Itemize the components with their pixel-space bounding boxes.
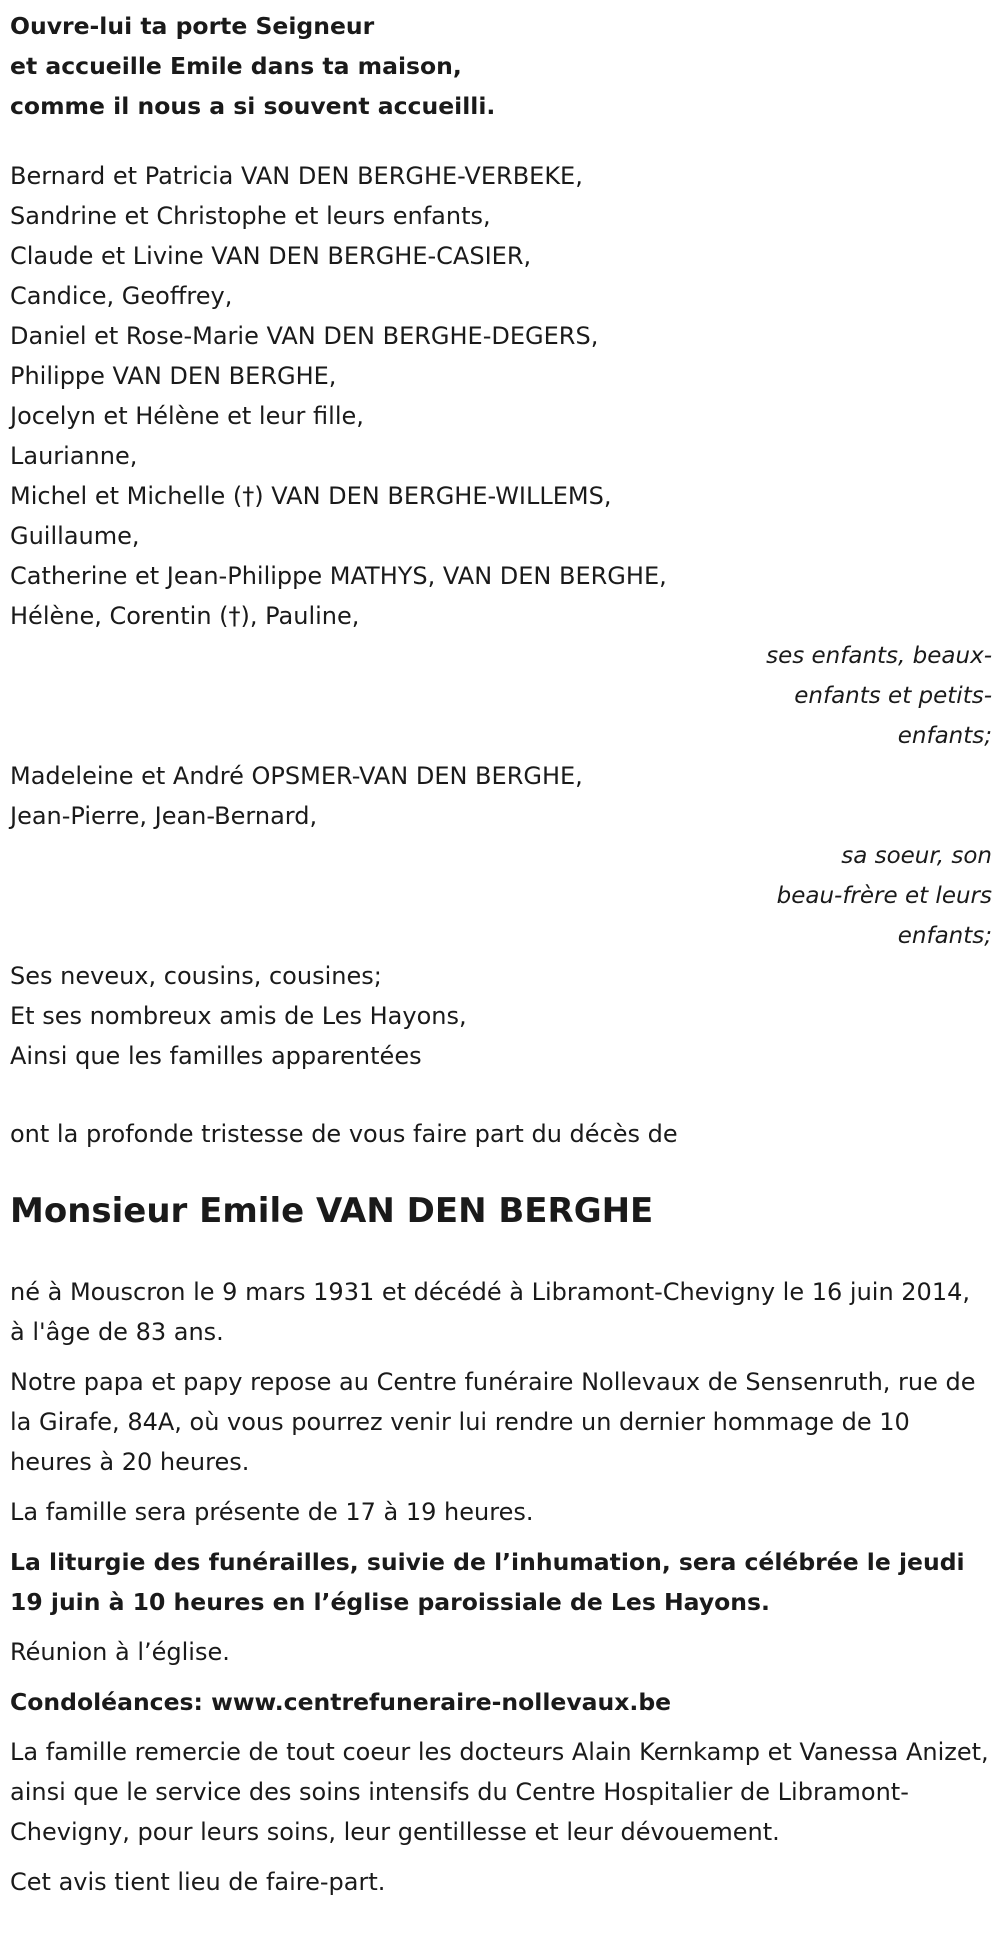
family-line: Jocelyn et Hélène et leur fille, (10, 402, 364, 430)
others-line: Ses neveux, cousins, cousines; (10, 962, 382, 990)
repose-paragraph: Notre papa et papy repose au Centre funéraire Nollevaux de Sensenruth, rue de la Girafe, 84A, où vous pourrez venir lui rendre un dernier hommage de 10 heures à 20 heures. (10, 1368, 976, 1476)
family-line: Michel et Michelle (†) VAN DEN BERGHE-WILLEMS, (10, 482, 612, 510)
relation-label: beau-frère et leurs (776, 883, 992, 909)
relation-label: sa soeur, son (841, 843, 992, 869)
family-line: Laurianne, (10, 442, 138, 470)
family-line: Sandrine et Christophe et leurs enfants, (10, 202, 491, 230)
relation-label: ses enfants, beaux- (766, 643, 992, 669)
condolences-link[interactable]: Condoléances: www.centrefuneraire-nollevaux.be (10, 1688, 672, 1716)
family-line: Guillaume, (10, 522, 140, 550)
relation-label: enfants; (897, 723, 992, 749)
closing-paragraph: Cet avis tient lieu de faire-part. (10, 1868, 386, 1896)
relation-label: enfants et petits- (794, 683, 992, 709)
reunion-paragraph: Réunion à l’église. (10, 1638, 230, 1666)
intro-verse (10, 0, 995, 126)
family-line: Philippe VAN DEN BERGHE, (10, 362, 337, 390)
family-line: Catherine et Jean-Philippe MATHYS, VAN DEN BERGHE, (10, 562, 667, 590)
family-line: Daniel et Rose-Marie VAN DEN BERGHE-DEGERS, (10, 322, 599, 350)
birth-death-paragraph: né à Mouscron le 9 mars 1931 et décédé à Libramont-Chevigny le 16 juin 2014, à l'âge de 83 ans. (10, 1278, 970, 1346)
intro-line: et accueille Emile dans ta maison, (10, 52, 462, 80)
family-present-paragraph: La famille sera présente de 17 à 19 heures. (10, 1498, 534, 1526)
intro-line: comme il nous a si souvent accueilli. (10, 92, 496, 120)
others-line: Et ses nombreux amis de Les Hayons, (10, 1002, 467, 1030)
family-line: Jean-Pierre, Jean-Bernard, (10, 802, 318, 830)
family-line: Madeleine et André OPSMER-VAN DEN BERGHE, (10, 762, 583, 790)
intro-line: Ouvre-lui ta porte Seigneur (10, 12, 375, 40)
relation-label: enfants; (897, 923, 992, 949)
thanks-paragraph: La famille remercie de tout coeur les docteurs Alain Kernkamp et Vanessa Anizet, ainsi que le service des soins intensifs du Centre Hospitalier de Libramont-Chevigny, pour leurs soins, leur gentillesse et leur dévouement. (10, 1738, 989, 1846)
family-line: Claude et Livine VAN DEN BERGHE-CASIER, (10, 242, 532, 270)
liturgy-paragraph: La liturgie des funérailles, suivie de l’inhumation, sera célébrée le jeudi 19 juin à 10 heures en l’église paroissiale de Les Hayons. (10, 1548, 965, 1616)
family-line: Hélène, Corentin (†), Pauline, (10, 602, 360, 630)
others-line: Ainsi que les familles apparentées (10, 1042, 422, 1070)
obituary-notice (10, 0, 995, 1912)
family-line: Candice, Geoffrey, (10, 282, 233, 310)
family-line: Bernard et Patricia VAN DEN BERGHE-VERBEKE, (10, 162, 583, 190)
family-list (10, 156, 995, 1076)
deceased-name: Monsieur Emile VAN DEN BERGHE (10, 1191, 654, 1231)
announcement: ont la profonde tristesse de vous faire part du décès de (10, 1120, 678, 1148)
